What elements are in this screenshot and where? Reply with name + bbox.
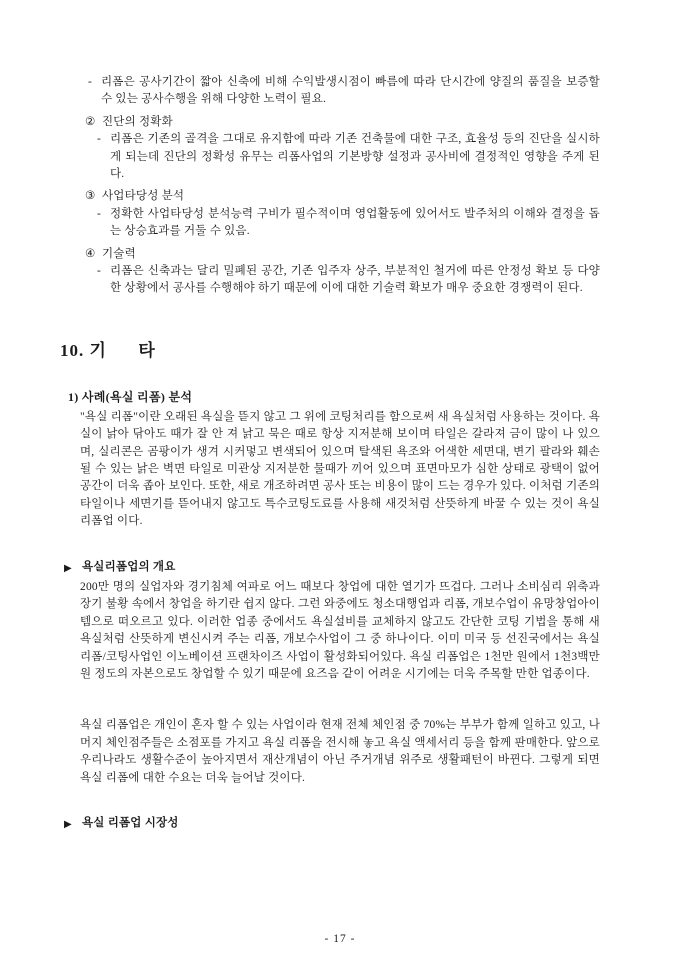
numbered-item-title [85,114,600,131]
arrow-heading-market [64,815,600,833]
triangle-bullet-icon: ▶ [64,562,72,574]
list-item [97,131,600,183]
list-item-text: 리폼은 신축과는 달리 밀폐된 공간, 기존 입주자 상주, 부분적인 철거에 따른 안정성 확보 등 다양한 상황에서 공사를 수행해야 하기 때문에 이에 대한 기술력 확보가 매우 중요한 경쟁력이 된다. [110,265,600,295]
subsection-title: 1) 사례(욕실 리폼) 분석 [68,390,193,405]
dash-marker: - [97,207,102,220]
list-item [97,263,600,298]
list-item-text: 리폼은 기존의 골격을 그대로 유지함에 따라 기존 건축물에 대한 구조, 효율성 등의 진단을 실시하게 되는데 진단의 정확성 유무는 리폼사업의 기본방향 설정과 공사비에 결정적인 영향을 주게 된다. [110,133,600,181]
circled-number-marker: ④ [85,247,96,260]
paragraph-intro: "욕실 리폼"이란 오래된 욕실을 뜯지 않고 그 위에 코팅처리를 함으로써 새 욕실처럼 사용하는 것이다. 욕실이 낡아 닦아도 때가 잘 안 져 낡고 묵은 때로 항상 지저분해 보이며 타일은 갈라져 금이 많이 나 있으며, 실리콘은 곰팡이가 생겨 시커멓고 변색되어 있으며 탈색된 욕조와 어색한 세면대, 변기 팔라와 훼손 될 수 있는 낡은 벽면 타일로 미관상 지저분한 물때가 끼어 있으며 표면마모가 심한 상태로 광택이 없어 공간이 더욱 좁아 보인다. 또한, 새로 개조하려면 공사 또는 비용이 많이 드는 경우가 있다. 이처럼 기존의 타일이나 세면기를 뜯어내지 않고도 특수코팅도료를 사용해 새것처럼 산뜻하게 바꿀 수 있는 것이 욕실 리폼업 이다. [80,410,600,528]
numbered-item-title [85,246,600,263]
numbered-item-title-text: 기술력 [102,247,136,260]
list-item-text: 리폼은 공사기간이 짧아 신축에 비해 수익발생시점이 빠름에 따라 단시간에 양질의 품질을 보증할 수 있는 공사수행을 위해 다양한 노력이 필요. [101,76,600,106]
dash-marker: - [88,76,93,88]
circled-number-marker: ② [85,115,96,128]
list-item [88,74,600,109]
paragraph-overview-1: 200만 명의 실업자와 경기침체 여파로 어느 때보다 창업에 대한 열기가 뜨겁다. 그러나 소비심리 위축과 장기 불황 속에서 창업을 하기란 쉽지 않다. 그런 와중에도 청소대행업과 리폼, 개보수업이 유망창업아이템으로 떠오르고 있다. 이러한 업종 중에서도 욕실설비를 교체하지 않고도 간단한 코팅 기법을 통해 새 욕실처럼 산뜻하게 변신시켜 주는 리폼, 개보수사업이 그 중 하나이다. 이미 미국 등 선진국에서는 욕실 리폼/코팅사업인 이노베이션 프랜차이즈 사업이 활성화되어있다. 욕실 리폼업은 1천만 원에서 1천3백만원 정도의 자본으로도 창업할 수 있기 때문에 요즈음 같이 어려운 시기에는 더욱 주목할 만한 업종이다. [80,580,600,680]
circled-number-marker: ③ [85,190,96,203]
list-item [97,206,600,241]
dash-marker: - [97,133,102,146]
triangle-bullet-icon: ▶ [64,819,72,830]
list-item-text: 정확한 사업타당성 분석능력 구비가 필수적이며 영업활동에 있어서도 발주처의 이해와 결정을 돕는 상승효과를 거둘 수 있음. [110,207,600,238]
numbered-item-title-text: 사업타당성 분석 [102,190,185,203]
numbered-item-title [85,188,600,205]
numbered-item-diagnosis [85,114,600,184]
page-number: - 17 - [324,932,356,945]
arrow-heading-text: 욕실 리폼업 시장성 [82,817,179,829]
arrow-heading-text: 욕실리폼업의 개요 [82,560,176,573]
arrow-heading-overview [64,559,600,577]
dash-marker: - [97,265,102,278]
numbered-item-technology [85,246,600,298]
numbered-item-feasibility [85,188,600,240]
numbered-item-title-text: 진단의 정확화 [102,115,173,128]
paragraph-overview-2: 욕실 리폼업은 개인이 혼자 할 수 있는 사업이라 현재 전체 체인점 중 70%는 부부가 함께 일하고 있고, 나머지 체인점주들은 소점포를 가지고 욕실 리폼을 전시해 놓고 욕실 액세서리 등을 함께 판매한다. 앞으로 우리나라도 생활수준이 높아지면서 재산개념이 아닌 주거개념 위주로 생활패턴이 바뀐다. 그렇게 되면 욕실 리폼에 대한 수요는 더욱 늘어날 것이다. [80,719,600,784]
section-title: 10. 기 타 [60,340,156,360]
